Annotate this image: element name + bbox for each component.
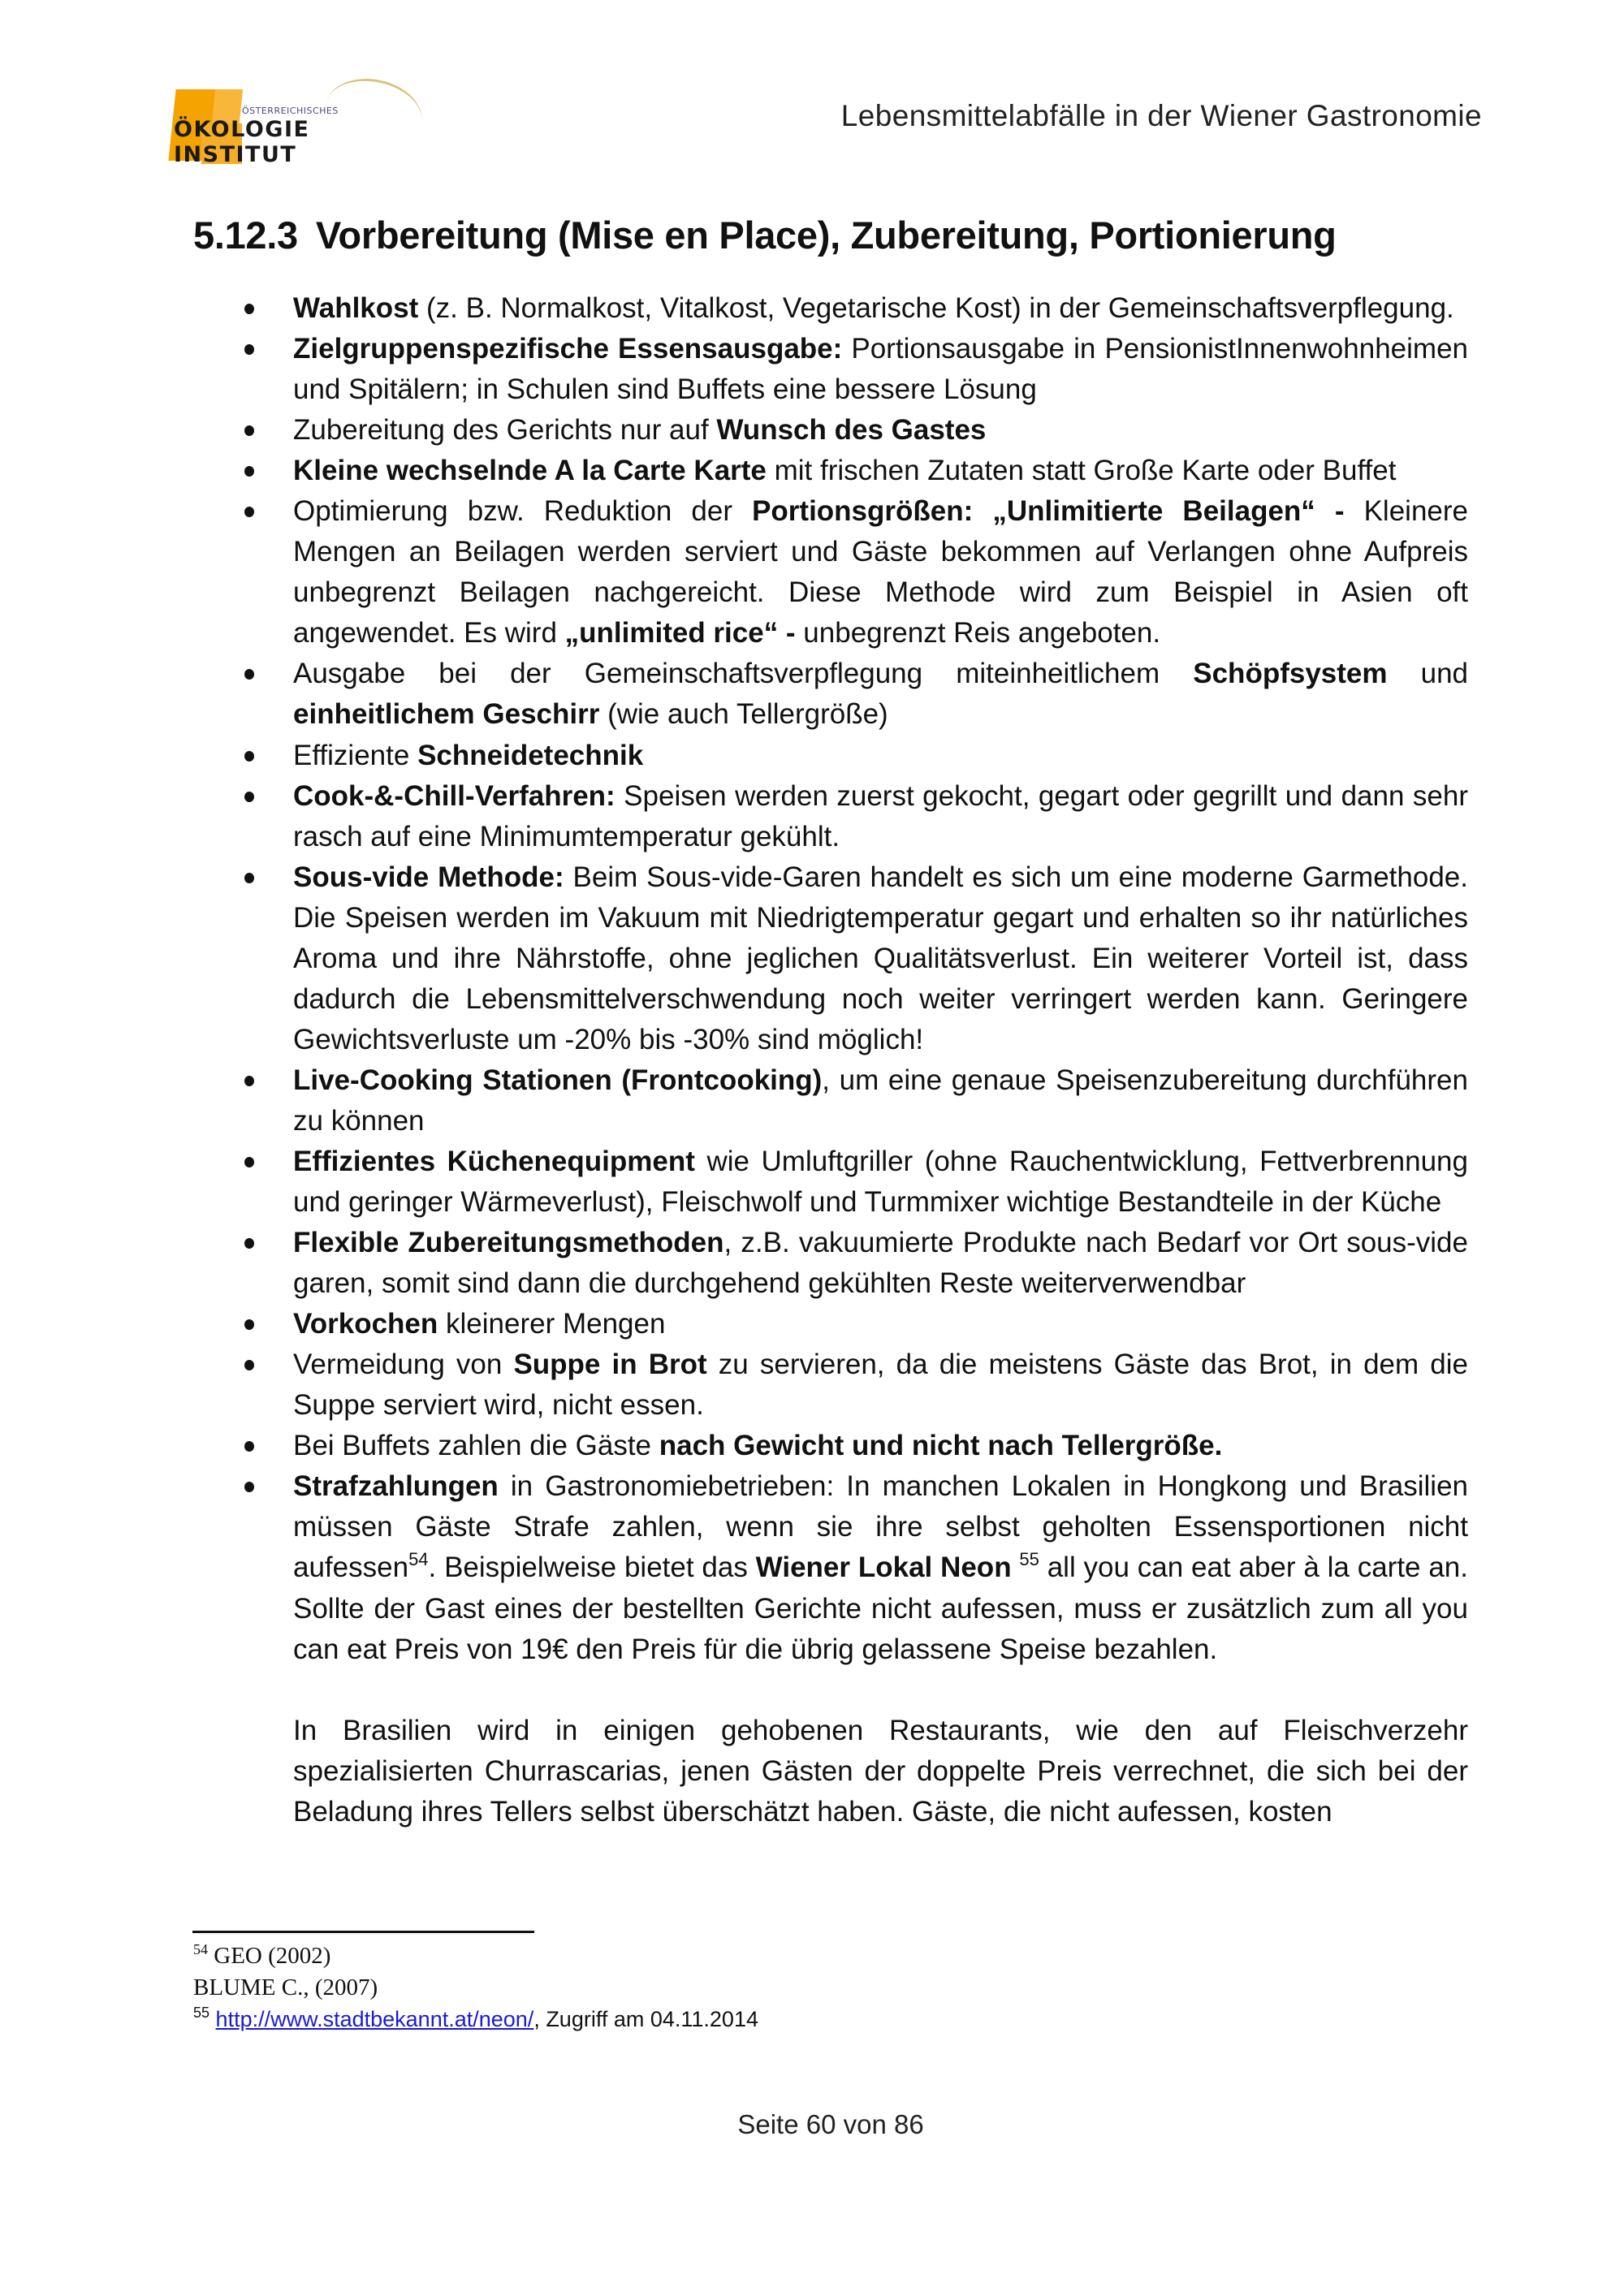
bullet-icon	[244, 1319, 254, 1330]
footnote-55	[193, 2004, 758, 2035]
bullet-icon	[244, 1238, 254, 1249]
list-item	[195, 857, 1468, 1060]
section-number: 5.12.3	[193, 214, 298, 257]
list-item	[195, 1344, 1468, 1426]
bold-text: Suppe in Brot	[513, 1349, 707, 1381]
bullet-list	[195, 288, 1468, 1670]
bold-text: Vorkochen	[293, 1308, 438, 1340]
bold-text: Kleine wechselnde A la Carte Karte	[293, 455, 767, 487]
bullet-icon	[244, 1157, 254, 1167]
bold-text: Flexible Zubereitungsmethoden	[293, 1227, 724, 1259]
footnote-ref: 54	[408, 1549, 429, 1570]
logo-text-line1: ÖSTERREICHISCHES	[242, 106, 339, 116]
text: kleinerer Mengen	[438, 1308, 666, 1340]
document-body	[195, 288, 1468, 1832]
footnote-link[interactable]: http://www.stadtbekannt.at/neon/	[215, 2007, 534, 2031]
footnote-number: 54	[193, 1941, 208, 1957]
bullet-icon	[244, 792, 254, 802]
list-item	[195, 1223, 1468, 1304]
list-item	[195, 410, 1468, 451]
running-header-title: Lebensmittelabfälle in der Wiener Gastronomie	[840, 99, 1482, 132]
footnote-54-continued	[193, 1972, 758, 2004]
list-item	[195, 776, 1468, 857]
bullet-icon	[244, 669, 254, 680]
bullet-icon	[244, 507, 254, 517]
text: (z. B. Normalkost, Vitalkost, Vegetarische Kost) in der Gemeinschaftsverpflegung.	[418, 292, 1454, 324]
logo-text-line2: ÖKOLOGIE INSTITUT	[174, 117, 310, 167]
list-item	[195, 288, 1468, 329]
text: mit frischen Zutaten statt Große Karte oder Buffet	[766, 455, 1397, 487]
bold-text: Zielgruppenspezifische Essensausgabe:	[293, 333, 843, 365]
text: in Gastronomiebetrieben: In manchen Lokalen in Hongkong und Brasilien müssen Gäste Strafe zahlen, wenn sie ihre selbst geholten Essensportionen nicht aufessen	[293, 1470, 1468, 1584]
bullet-icon	[244, 425, 254, 436]
bullet-icon	[244, 751, 254, 762]
footnote-text: GEO (2002)	[214, 1943, 331, 1969]
text: und	[1387, 658, 1468, 690]
list-item	[195, 1466, 1468, 1669]
text: , um eine genaue Speisenzubereitung durchführen zu können	[293, 1064, 1468, 1137]
section-title: Vorbereitung (Mise en Place), Zubereitung, Portionierung	[315, 214, 1337, 257]
text: Kleinere Mengen an Beilagen werden serviert und Gäste bekommen auf Verlangen ohne Aufpreis unbegrenzt Beilagen nachgereicht. Diese Methode wird zum Beispiel in Asien oft angewendet. Es wird	[293, 495, 1468, 650]
list-item	[195, 1426, 1468, 1466]
footnotes	[193, 1940, 758, 2035]
section-heading	[193, 213, 1337, 257]
bold-text: nach Gewicht und nicht nach Tellergröße.	[659, 1430, 1223, 1462]
bold-text: Wiener Lokal Neon	[755, 1552, 1012, 1584]
text: Ausgabe bei der Gemeinschaftsverpflegung miteinheitlichem	[293, 658, 1194, 690]
bold-text: einheitlichem Geschirr	[293, 698, 600, 731]
text: all you can eat aber à la carte an. Sollte der Gast eines der bestellten Gerichte nicht aufessen, muss er zusätzlich zum all you can eat Preis von 19€ den Preis für die übrig gelassene Speise bezahlen.	[293, 1552, 1468, 1665]
continuation-paragraph: In Brasilien wird in einigen gehobenen Restaurants, wie den auf Fleischverzehr spezialisierten Churrascarias, jenen Gästen der doppelte Preis verrechnet, die sich bei der Beladung ihres Tellers selbst überschätzt haben. Gäste, die nicht aufessen, kosten	[293, 1714, 1468, 1828]
text: Zubereitung des Gerichts nur auf	[293, 414, 717, 447]
bold-text: Wunsch des Gastes	[716, 414, 987, 447]
text	[1012, 1552, 1020, 1583]
list-item	[195, 1142, 1468, 1223]
bullet-icon	[244, 1482, 254, 1492]
bullet-icon	[244, 1076, 254, 1086]
bold-text: Cook-&-Chill-Verfahren:	[293, 779, 615, 812]
text: Effiziente	[293, 739, 418, 771]
footnote-text: , Zugriff am 04.11.2014	[533, 2007, 758, 2031]
footnote-number: 55	[193, 2005, 210, 2021]
text: unbegrenzt Reis angeboten.	[795, 617, 1161, 650]
list-item	[195, 654, 1468, 735]
list-item	[195, 329, 1468, 410]
text: Optimierung bzw. Reduktion der	[293, 495, 753, 528]
oekologie-institut-logo	[162, 75, 414, 176]
list-item	[195, 1304, 1468, 1344]
bold-text: Live-Cooking Stationen (Frontcooking)	[293, 1064, 823, 1096]
bold-text: „unlimited rice“ -	[564, 617, 796, 650]
footnote-separator	[192, 1931, 534, 1933]
text: zu servieren, da die meistens Gäste das Brot, in dem die Suppe serviert wird, nicht essen.	[293, 1349, 1468, 1422]
text: Bei Buffets zahlen die Gäste	[293, 1430, 659, 1462]
footnote-ref: 55	[1019, 1549, 1039, 1570]
text: Beim Sous-vide-Garen handelt es sich um eine moderne Garmethode. Die Speisen werden im Vakuum mit Niedrigtemperatur gegart und erhalten so ihr natürliches Aroma und ihre Nährstoffe, ohne jeglichen Qualitätsverlust. Ein weiterer Vorteil ist, dass dadurch die Lebensmittelverschwendung noch weiter verringert werden kann. Geringere Gewichtsverluste um -20% bis -30% sind möglich!	[293, 861, 1468, 1055]
text: Speisen werden zuerst gekocht, gegart oder gegrillt und dann sehr rasch auf eine Minimumtemperatur gekühlt.	[293, 779, 1468, 852]
text: , z.B. vakuumierte Produkte nach Bedarf vor Ort sous-vide garen, somit sind dann die durchgehend gekühlten Reste weiterverwendbar	[293, 1227, 1468, 1300]
bullet-icon	[244, 304, 254, 314]
bullet-icon	[244, 466, 254, 477]
bold-text: Sous-vide Methode:	[293, 861, 564, 893]
bold-text: Schneidetechnik	[417, 739, 644, 771]
bold-text: Strafzahlungen	[293, 1470, 499, 1503]
bullet-icon	[244, 873, 254, 883]
bold-text: Schöpfsystem	[1193, 658, 1388, 690]
bullet-icon	[244, 344, 254, 355]
text: wie Umluftgriller (ohne Rauchentwicklung, Fettverbrennung und geringer Wärmeverlust), Fleischwolf und Turmmixer wichtige Bestandteile in der Küche	[293, 1145, 1468, 1219]
list-item	[195, 1060, 1468, 1142]
bold-text: Effizientes Küchenequipment	[293, 1145, 695, 1177]
bold-text: Wahlkost	[293, 292, 419, 324]
bullet-icon	[244, 1441, 254, 1452]
page-number: Seite 60 von 86	[737, 2109, 924, 2139]
footnote-54	[193, 1940, 758, 1972]
list-item	[195, 451, 1468, 491]
bold-text: Portionsgrößen: „Unlimitierte Beilagen“ -	[752, 495, 1345, 528]
list-item	[195, 736, 1468, 776]
text: (wie auch Tellergröße)	[599, 698, 888, 731]
footnote-text: BLUME C., (2007)	[193, 1974, 378, 2000]
text: Vermeidung von	[293, 1349, 514, 1381]
bullet-icon	[244, 1360, 254, 1370]
text: Portionsausgabe in PensionistInnenwohnheimen und Spitälern; in Schulen sind Buffets eine bessere Lösung	[293, 333, 1468, 406]
text: . Beispielweise bietet das	[428, 1552, 756, 1584]
list-item	[195, 491, 1468, 654]
